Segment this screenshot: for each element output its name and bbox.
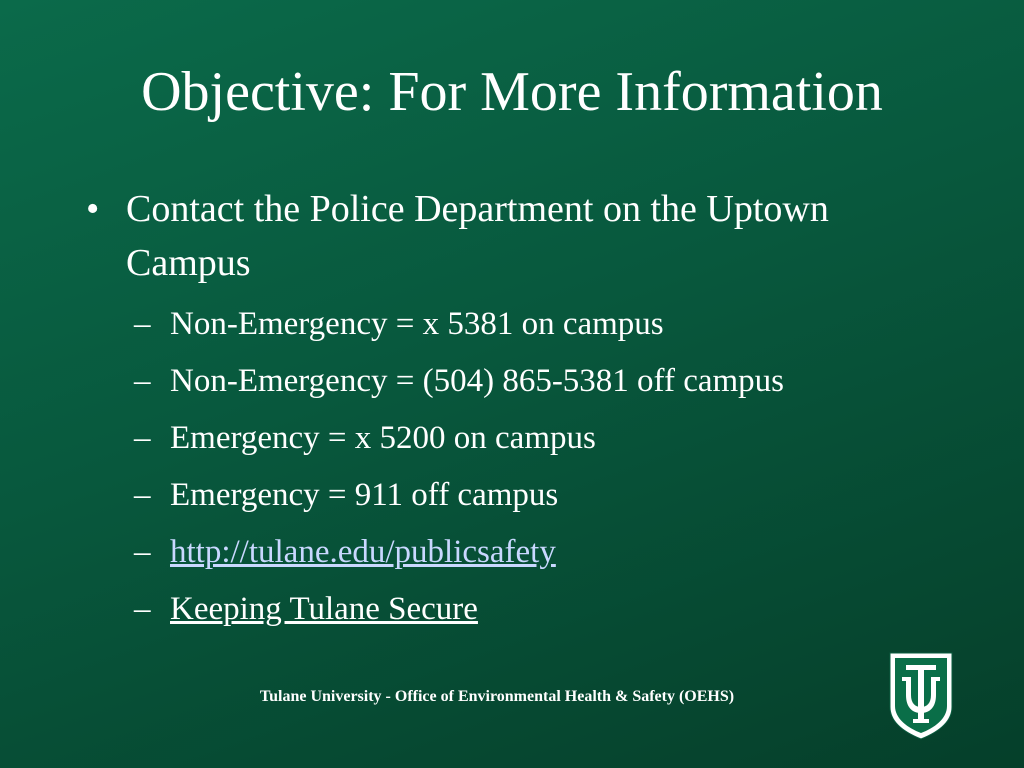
sub-item-emergency-off-campus bbox=[134, 467, 946, 524]
sub-item-keeping-tulane-secure bbox=[134, 581, 946, 638]
sub-item-non-emergency-off-campus bbox=[134, 353, 946, 410]
bullet-marker: • bbox=[86, 188, 100, 230]
sub-dash: – bbox=[134, 477, 151, 513]
sub-list bbox=[86, 296, 946, 638]
sub-dash: – bbox=[134, 420, 151, 456]
sub-item-text: Emergency = x 5200 on campus bbox=[170, 420, 596, 456]
sub-item-non-emergency-on-campus bbox=[134, 296, 946, 353]
sub-item-text: Non-Emergency = (504) 865-5381 off campus bbox=[170, 363, 784, 399]
sub-dash: – bbox=[134, 306, 151, 342]
sub-dash: – bbox=[134, 363, 151, 399]
sub-item-public-safety-link bbox=[134, 524, 946, 581]
keeping-tulane-secure-link[interactable]: Keeping Tulane Secure bbox=[170, 591, 478, 627]
sub-item-emergency-on-campus bbox=[134, 410, 946, 467]
sub-dash: – bbox=[134, 591, 151, 627]
public-safety-link[interactable]: http://tulane.edu/publicsafety bbox=[170, 534, 556, 570]
bullet-text: Contact the Police Department on the Uptown Campus bbox=[126, 188, 829, 284]
bullet-list bbox=[86, 182, 946, 638]
sub-item-text: Emergency = 911 off campus bbox=[170, 477, 559, 513]
slide-title: Objective: For More Information bbox=[141, 61, 883, 123]
sub-dash: – bbox=[134, 534, 151, 570]
footer-text: Tulane University - Office of Environmental Health & Safety (OEHS) bbox=[259, 688, 735, 705]
tulane-shield-logo-icon bbox=[888, 651, 954, 741]
bullet-item bbox=[86, 182, 946, 290]
sub-item-text: Non-Emergency = x 5381 on campus bbox=[170, 306, 664, 342]
